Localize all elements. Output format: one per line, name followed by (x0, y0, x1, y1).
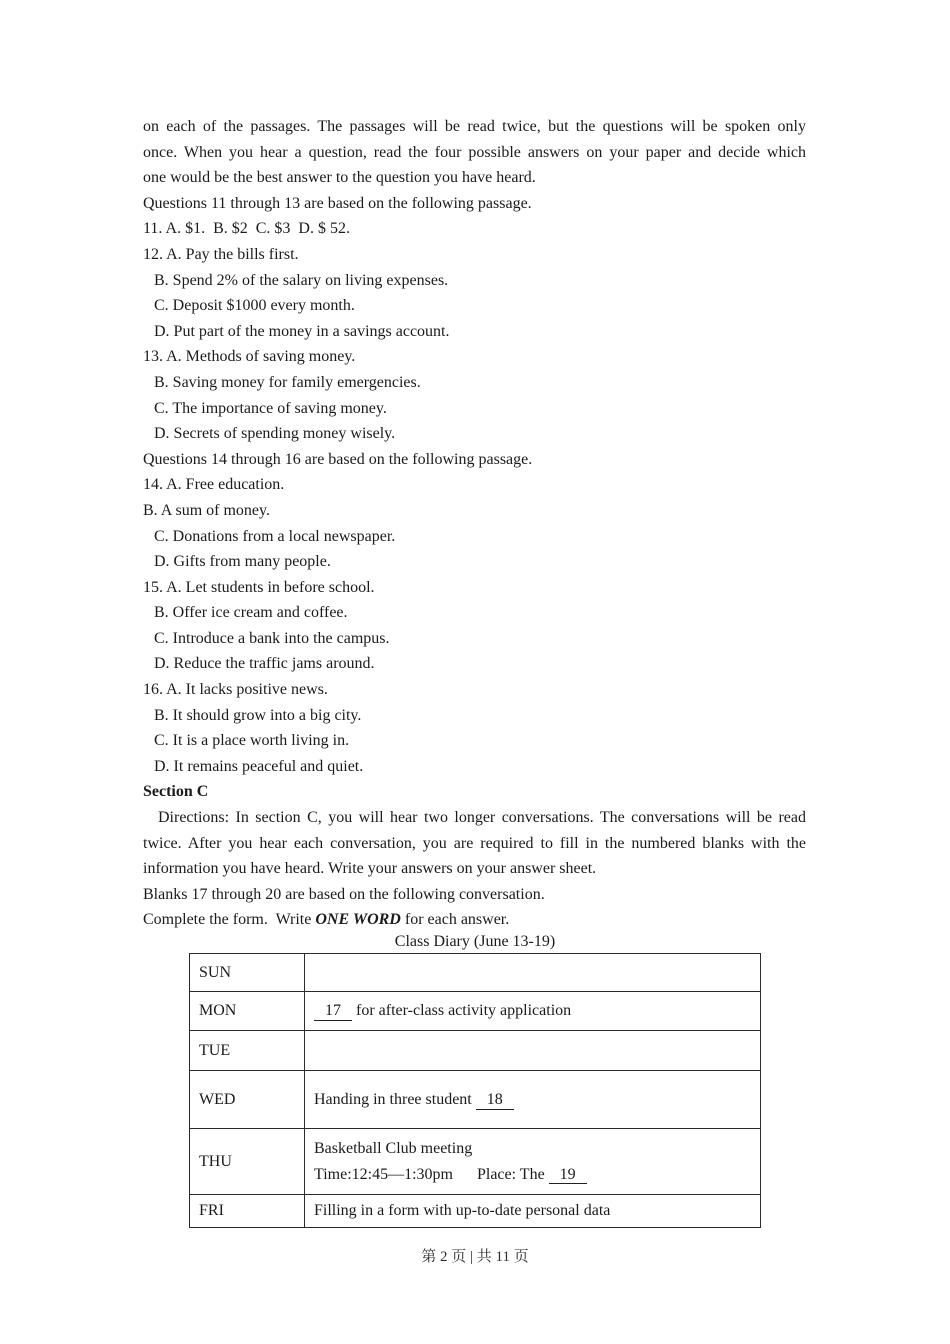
table-row (190, 1195, 761, 1228)
text-segment: D. It remains peaceful and quiet. (154, 757, 364, 775)
questions-intro (143, 191, 806, 217)
answer-blank: 17 (314, 1003, 352, 1021)
table-row (190, 1071, 761, 1129)
option-line (143, 268, 806, 294)
table-row (190, 954, 761, 992)
text-segment: D. Gifts from many people. (154, 553, 331, 571)
text-segment: information you have heard. Write your answers on your answer sheet. (143, 860, 597, 878)
day-cell: MON (190, 992, 305, 1031)
option-line (143, 396, 806, 422)
text-segment: B. Offer ice cream and coffee. (154, 604, 348, 622)
text-segment: 14. A. Free education. (143, 476, 285, 494)
directions-text (143, 165, 806, 191)
question-line (143, 677, 806, 703)
text-segment: B. Saving money for family emergencies. (154, 373, 421, 391)
text-segment: once. When you hear a question, read the four possible answers on your paper and decide which (143, 143, 806, 161)
text-segment: for after-class activity application (352, 1002, 572, 1020)
option-line (143, 293, 806, 319)
question-line (143, 242, 806, 268)
content-cell (305, 954, 761, 992)
text-segment: twice. After you hear each conversation, you are required to fill in the numbered blanks with the (143, 834, 806, 852)
day-cell: WED (190, 1071, 305, 1129)
answer-blank: 19 (549, 1167, 587, 1185)
content-cell (305, 1031, 761, 1071)
text-segment: Basketball Club meeting (314, 1139, 473, 1157)
directions-text (143, 114, 806, 140)
text-segment: Section C (143, 783, 209, 801)
questions-intro (143, 447, 806, 473)
text-segment: for each answer. (400, 911, 510, 929)
cell-line (314, 998, 754, 1024)
option-line (143, 370, 806, 396)
text-segment: C. Deposit $1000 every month. (154, 297, 355, 315)
day-cell: SUN (190, 954, 305, 992)
directions-text (143, 805, 806, 831)
option-line (143, 319, 806, 345)
text-segment: Questions 11 through 13 are based on the following passage. (143, 194, 532, 212)
section-heading (143, 779, 806, 805)
text-segment: Complete the form. Write (143, 911, 316, 929)
text-segment: 11. A. $1. B. $2 C. $3 D. $ 52. (143, 220, 350, 238)
text-segment: D. Reduce the traffic jams around. (154, 655, 375, 673)
table-row (190, 992, 761, 1031)
content-cell (305, 1195, 761, 1228)
directions-text (143, 831, 806, 857)
option-line (143, 703, 806, 729)
answer-blank: 18 (476, 1092, 514, 1110)
text-segment: C. Donations from a local newspaper. (154, 527, 396, 545)
directions-text (143, 856, 806, 882)
day-cell: FRI (190, 1195, 305, 1228)
cell-line (314, 1087, 754, 1113)
question-line (143, 472, 806, 498)
option-line (143, 549, 806, 575)
question-line (143, 216, 806, 242)
question-line (143, 575, 806, 601)
text-segment: B. A sum of money. (143, 501, 270, 519)
text-segment: Blanks 17 through 20 are based on the following conversation. (143, 885, 545, 903)
content-cell (305, 1129, 761, 1195)
text-segment: C. The importance of saving money. (154, 399, 387, 417)
content-cell (305, 992, 761, 1031)
option-line (143, 421, 806, 447)
page-number-footer: 第 2 页 | 共 11 页 (421, 1249, 529, 1265)
option-line (143, 498, 806, 524)
text-segment: Directions: In section C, you will hear two longer conversations. The conversations will be read (158, 809, 806, 827)
class-diary-table (189, 953, 761, 1228)
text-segment: B. It should grow into a big city. (154, 706, 362, 724)
table-title: Class Diary (June 13-19) (394, 933, 556, 950)
cell-line (314, 1136, 754, 1162)
text-segment: C. It is a place worth living in. (154, 732, 350, 750)
text-segment: Handing in three student (314, 1090, 476, 1108)
emphasis-text: ONE WORD (315, 911, 401, 929)
day-cell: THU (190, 1129, 305, 1195)
text-segment: Time:12:45—1:30pm Place: The (314, 1165, 549, 1183)
text-segment: B. Spend 2% of the salary on living expenses. (154, 271, 449, 289)
text-segment: on each of the passages. The passages will be read twice, but the questions will be spoken only (143, 118, 806, 135)
text-segment: C. Introduce a bank into the campus. (154, 629, 390, 647)
table-row (190, 1031, 761, 1071)
option-line (143, 600, 806, 626)
cell-line (314, 1198, 754, 1224)
option-line (143, 626, 806, 652)
text-segment: D. Put part of the money in a savings account. (154, 322, 450, 340)
text-segment: 12. A. Pay the bills first. (143, 245, 299, 263)
option-line (143, 754, 806, 780)
text-segment: 13. A. Methods of saving money. (143, 348, 356, 366)
cell-line (314, 1162, 754, 1188)
question-line (143, 344, 806, 370)
option-line (143, 651, 806, 677)
option-line (143, 524, 806, 550)
text-segment: 15. A. Let students in before school. (143, 578, 375, 596)
text-segment: D. Secrets of spending money wisely. (154, 425, 396, 443)
text-segment: one would be the best answer to the question you have heard. (143, 169, 536, 187)
day-cell: TUE (190, 1031, 305, 1071)
option-line (143, 728, 806, 754)
blanks-intro (143, 882, 806, 908)
text-segment: 16. A. It lacks positive news. (143, 681, 328, 699)
text-segment: Filling in a form with up-to-date personal data (314, 1202, 611, 1220)
content-cell (305, 1071, 761, 1129)
directions-text (143, 140, 806, 166)
table-row (190, 1129, 761, 1195)
text-segment: Questions 14 through 16 are based on the following passage. (143, 450, 533, 468)
exam-text-block (143, 114, 806, 933)
